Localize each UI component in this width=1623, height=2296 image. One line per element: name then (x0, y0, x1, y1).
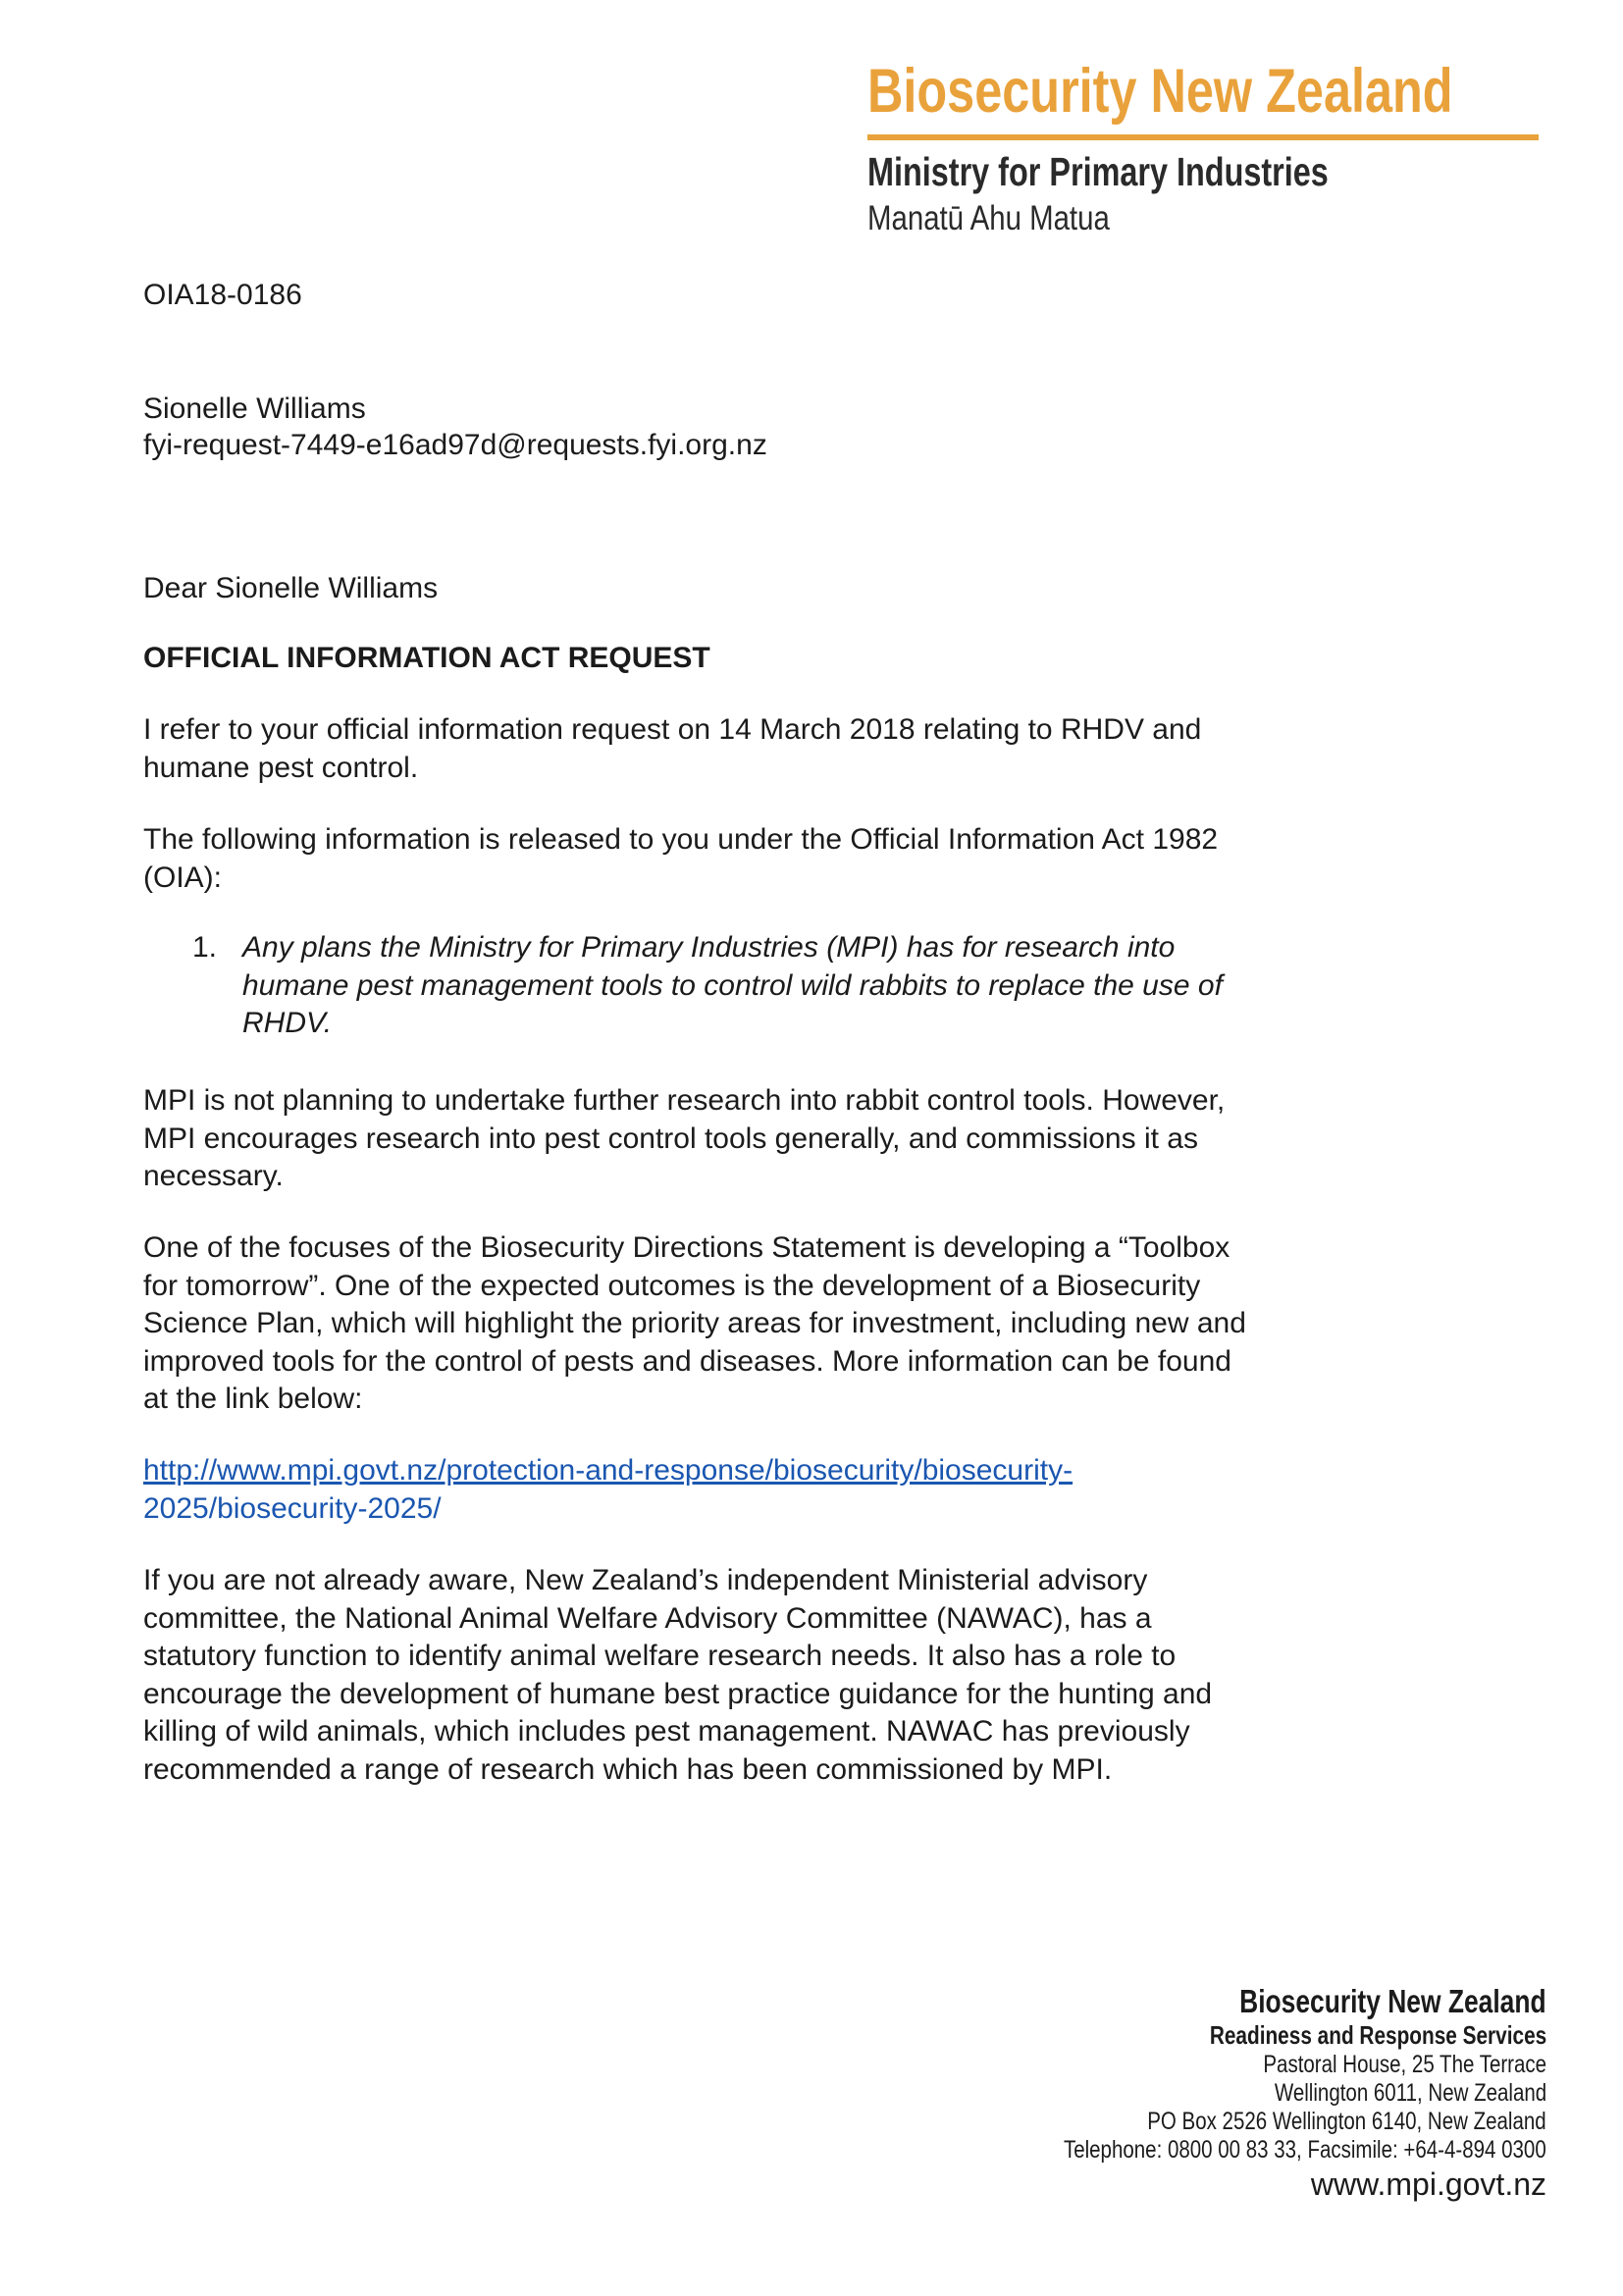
line: at the link below: (143, 1383, 363, 1415)
line: recommended a range of research which has been commissioned by MPI. (143, 1752, 1113, 1786)
line: (OIA): (143, 861, 222, 894)
line: necessary. (143, 1160, 284, 1192)
paragraph-2 (143, 821, 1218, 897)
list-item (242, 929, 1223, 1043)
footer-org: Biosecurity New Zealand (1239, 1983, 1546, 2019)
paragraph-1 (143, 711, 1201, 787)
paragraph-3 (143, 1082, 1225, 1196)
list-number: 1. (192, 931, 218, 964)
line: humane pest management tools to control wild rabbits to replace the use of (242, 968, 1223, 1002)
line: Science Plan, which will highlight the priority areas for investment, including new and (143, 1307, 1246, 1339)
biosecurity-2025-link[interactable] (143, 1452, 1073, 1528)
footer-website[interactable]: www.mpi.govt.nz (1310, 2166, 1546, 2202)
line: I refer to your official information request on 14 March 2018 relating to RHDV and (143, 713, 1202, 746)
paragraph-5 (143, 1562, 1212, 1789)
line: If you are not already aware, New Zealand’s independent Ministerial advisory (143, 1564, 1148, 1596)
ministry-maori-name: Manatū Ahu Matua (867, 199, 1110, 237)
line: RHDV. (242, 1007, 333, 1039)
line: MPI encourages research into pest control tools generally, and commissions it as (143, 1122, 1198, 1155)
line: One of the focuses of the Biosecurity Directions Statement is developing a “Toolbox (143, 1231, 1230, 1264)
line: humane pest control. (143, 751, 419, 784)
link-line[interactable]: http://www.mpi.govt.nz/protection-and-response/biosecurity/biosecurity- (143, 1454, 1073, 1487)
line: encourage the development of humane best practice guidance for the hunting and (143, 1677, 1213, 1710)
line: improved tools for the control of pests and diseases. More information can be found (143, 1344, 1231, 1378)
recipient-email: fyi-request-7449-e16ad97d@requests.fyi.org.nz (143, 429, 767, 461)
brand-divider (867, 134, 1539, 140)
footer-unit: Readiness and Response Services (1209, 2020, 1546, 2050)
line: for tomorrow”. One of the expected outcomes is the development of a Biosecurity (143, 1269, 1201, 1302)
link-line[interactable]: 2025/biosecurity-2025/ (143, 1491, 442, 1525)
salutation: Dear Sionelle Williams (143, 572, 439, 604)
line: killing of wild animals, which includes pest management. NAWAC has previously (143, 1715, 1190, 1748)
paragraph-4 (143, 1229, 1246, 1419)
line: MPI is not planning to undertake further research into rabbit control tools. However, (143, 1084, 1226, 1117)
brand-logo-text: Biosecurity New Zealand (867, 57, 1453, 126)
footer-address-1: Pastoral House, 25 The Terrace (1263, 2051, 1546, 2078)
reference-number: OIA18-0186 (143, 279, 302, 311)
footer-address-2: Wellington 6011, New Zealand (1274, 2079, 1546, 2107)
line: statutory function to identify animal welfare research needs. It also has a role to (143, 1640, 1177, 1672)
ministry-name: Ministry for Primary Industries (867, 149, 1329, 194)
letter-heading: OFFICIAL INFORMATION ACT REQUEST (143, 642, 710, 674)
recipient-name: Sionelle Williams (143, 392, 366, 425)
footer-phone: Telephone: 0800 00 83 33, Facsimile: +64-4-894 0300 (1064, 2136, 1546, 2164)
line: Any plans the Ministry for Primary Industries (MPI) has for research into (242, 931, 1176, 964)
line: The following information is released to you under the Official Information Act 1982 (143, 823, 1219, 856)
line: committee, the National Animal Welfare Advisory Committee (NAWAC), has a (143, 1601, 1152, 1635)
footer-po-box: PO Box 2526 Wellington 6140, New Zealand (1147, 2108, 1546, 2135)
